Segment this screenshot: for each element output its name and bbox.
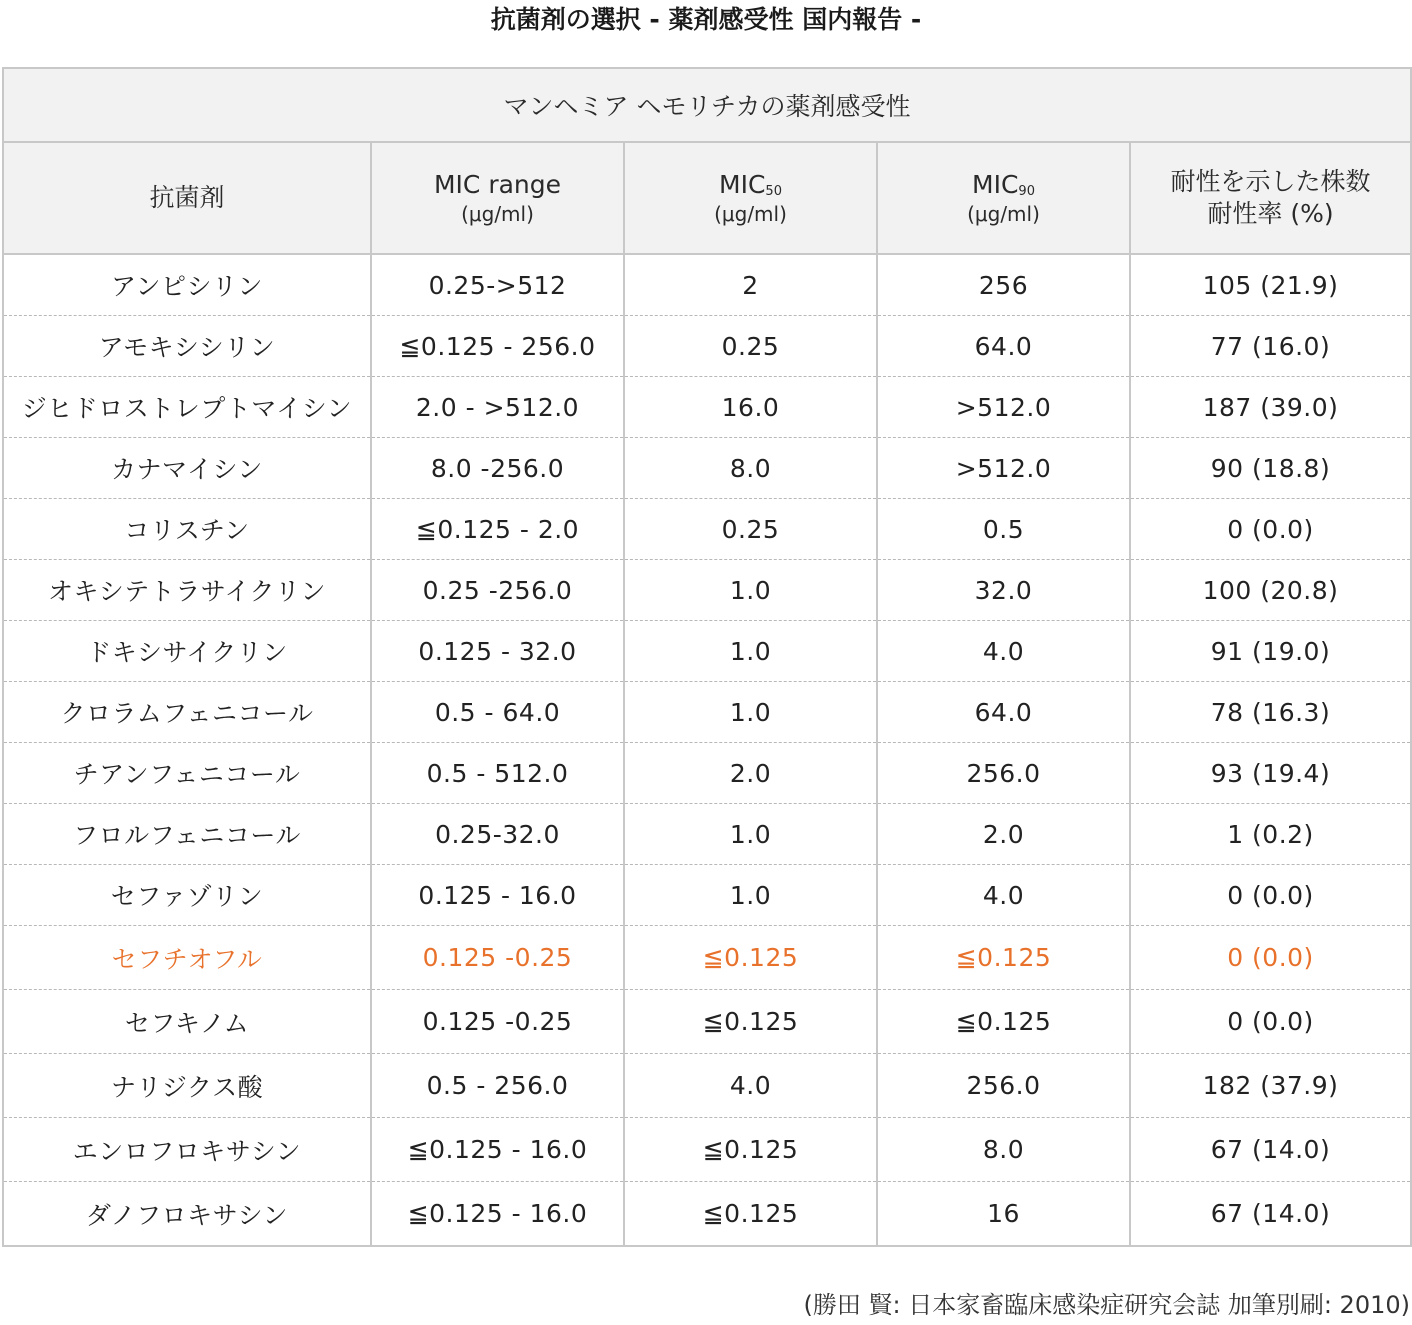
drug-cell: ジヒドロストレプトマイシン bbox=[3, 377, 371, 438]
mic90-cell: ≦0.125 bbox=[877, 990, 1130, 1054]
header-mic90-unit: (μg/ml) bbox=[967, 202, 1040, 227]
table-row bbox=[3, 499, 1411, 560]
table-caption: マンヘミア ヘモリチカの薬剤感受性 bbox=[3, 68, 1411, 142]
table-row bbox=[3, 254, 1411, 316]
header-mic50 bbox=[624, 142, 877, 254]
mic50-cell: 8.0 bbox=[624, 438, 877, 499]
mic-range-cell: 0.25->512 bbox=[371, 254, 624, 316]
resistant-cell: 187 (39.0) bbox=[1130, 377, 1411, 438]
mic50-cell: 2.0 bbox=[624, 743, 877, 804]
mic90-cell: 0.5 bbox=[877, 499, 1130, 560]
header-mic90 bbox=[877, 142, 1130, 254]
header-resistant bbox=[1130, 142, 1411, 254]
mic90-cell: >512.0 bbox=[877, 438, 1130, 499]
mic-range-cell: 0.5 - 64.0 bbox=[371, 682, 624, 743]
resistant-cell: 0 (0.0) bbox=[1130, 926, 1411, 990]
resistant-cell: 90 (18.8) bbox=[1130, 438, 1411, 499]
mic90-cell: 64.0 bbox=[877, 316, 1130, 377]
table-row bbox=[3, 621, 1411, 682]
resistant-cell: 0 (0.0) bbox=[1130, 990, 1411, 1054]
resistant-cell: 1 (0.2) bbox=[1130, 804, 1411, 865]
table-row bbox=[3, 990, 1411, 1054]
mic-range-cell: 2.0 - >512.0 bbox=[371, 377, 624, 438]
mic-range-cell: ≦0.125 - 2.0 bbox=[371, 499, 624, 560]
mic50-cell: ≦0.125 bbox=[624, 1118, 877, 1182]
header-mic90-prefix: MIC bbox=[972, 169, 1019, 199]
mic-range-cell: 0.25 -256.0 bbox=[371, 560, 624, 621]
mic90-cell: ≦0.125 bbox=[877, 926, 1130, 990]
mic50-cell: 1.0 bbox=[624, 560, 877, 621]
mic90-cell: 4.0 bbox=[877, 865, 1130, 926]
drug-cell: ドキシサイクリン bbox=[3, 621, 371, 682]
table-row bbox=[3, 1054, 1411, 1118]
table-row-highlighted bbox=[3, 926, 1411, 990]
resistant-cell: 91 (19.0) bbox=[1130, 621, 1411, 682]
drug-cell: セフキノム bbox=[3, 990, 371, 1054]
mic50-cell: 1.0 bbox=[624, 621, 877, 682]
source-citation: (勝田 賢: 日本家畜臨床感染症研究会誌 加筆別刷: 2010) bbox=[803, 1291, 1410, 1319]
resistant-cell: 0 (0.0) bbox=[1130, 865, 1411, 926]
resistant-cell: 182 (37.9) bbox=[1130, 1054, 1411, 1118]
drug-cell: チアンフェニコール bbox=[3, 743, 371, 804]
resistant-cell: 78 (16.3) bbox=[1130, 682, 1411, 743]
resistant-cell: 67 (14.0) bbox=[1130, 1182, 1411, 1247]
drug-cell: クロラムフェニコール bbox=[3, 682, 371, 743]
mic50-cell: 0.25 bbox=[624, 499, 877, 560]
table-row bbox=[3, 865, 1411, 926]
header-mic50-label bbox=[626, 169, 875, 202]
drug-cell: ナリジクス酸 bbox=[3, 1054, 371, 1118]
table-caption-row bbox=[3, 68, 1411, 142]
drug-cell: エンロフロキサシン bbox=[3, 1118, 371, 1182]
header-mic-range-label: MIC range bbox=[433, 169, 562, 199]
mic50-cell: 1.0 bbox=[624, 682, 877, 743]
drug-cell: オキシテトラサイクリン bbox=[3, 560, 371, 621]
mic-range-cell: ≦0.125 - 16.0 bbox=[371, 1182, 624, 1247]
mic-range-cell: 0.125 -0.25 bbox=[371, 926, 624, 990]
drug-cell: ダノフロキサシン bbox=[3, 1182, 371, 1247]
mic90-cell: 4.0 bbox=[877, 621, 1130, 682]
mic-range-cell: 0.5 - 256.0 bbox=[371, 1054, 624, 1118]
table-row bbox=[3, 560, 1411, 621]
drug-cell: フロルフェニコール bbox=[3, 804, 371, 865]
resistant-cell: 77 (16.0) bbox=[1130, 316, 1411, 377]
table-row bbox=[3, 743, 1411, 804]
header-mic90-label bbox=[879, 169, 1128, 202]
table-row bbox=[3, 1182, 1411, 1247]
mic-range-cell: ≦0.125 - 16.0 bbox=[371, 1118, 624, 1182]
resistant-cell: 93 (19.4) bbox=[1130, 743, 1411, 804]
mic90-cell: 8.0 bbox=[877, 1118, 1130, 1182]
drug-cell: セフチオフル bbox=[3, 926, 371, 990]
header-mic50-subscript: 50 bbox=[765, 183, 782, 199]
mic90-cell: 2.0 bbox=[877, 804, 1130, 865]
mic90-cell: 256.0 bbox=[877, 1054, 1130, 1118]
table-row bbox=[3, 377, 1411, 438]
table-header-row bbox=[3, 142, 1411, 254]
mic-range-cell: 8.0 -256.0 bbox=[371, 438, 624, 499]
header-drug-label: 抗菌剤 bbox=[149, 182, 225, 212]
mic-range-cell: 0.25-32.0 bbox=[371, 804, 624, 865]
table-row bbox=[3, 316, 1411, 377]
mic50-cell: 16.0 bbox=[624, 377, 877, 438]
header-resistant-line2: 耐性率 (%) bbox=[1207, 199, 1334, 228]
drug-cell: アモキシシリン bbox=[3, 316, 371, 377]
mic50-cell: 4.0 bbox=[624, 1054, 877, 1118]
resistant-cell: 105 (21.9) bbox=[1130, 254, 1411, 316]
mic50-cell: 1.0 bbox=[624, 865, 877, 926]
resistant-cell: 100 (20.8) bbox=[1130, 560, 1411, 621]
mic50-cell: 1.0 bbox=[624, 804, 877, 865]
header-mic50-prefix: MIC bbox=[719, 169, 766, 199]
header-mic-range bbox=[371, 142, 624, 254]
mic-range-cell: 0.5 - 512.0 bbox=[371, 743, 624, 804]
header-mic-range-unit: (μg/ml) bbox=[461, 202, 534, 227]
resistant-cell: 67 (14.0) bbox=[1130, 1118, 1411, 1182]
header-mic90-subscript: 90 bbox=[1018, 183, 1035, 199]
table-row bbox=[3, 682, 1411, 743]
mic-range-cell: ≦0.125 - 256.0 bbox=[371, 316, 624, 377]
drug-cell: アンピシリン bbox=[3, 254, 371, 316]
table-row bbox=[3, 438, 1411, 499]
header-mic50-unit: (μg/ml) bbox=[714, 202, 787, 227]
mic-range-cell: 0.125 - 16.0 bbox=[371, 865, 624, 926]
mic50-cell: 2 bbox=[624, 254, 877, 316]
header-resistant-line1: 耐性を示した株数 bbox=[1170, 166, 1371, 196]
susceptibility-table bbox=[2, 67, 1412, 1247]
mic50-cell: ≦0.125 bbox=[624, 990, 877, 1054]
mic50-cell: ≦0.125 bbox=[624, 1182, 877, 1247]
mic50-cell: 0.25 bbox=[624, 316, 877, 377]
mic90-cell: 16 bbox=[877, 1182, 1130, 1247]
resistant-cell: 0 (0.0) bbox=[1130, 499, 1411, 560]
mic90-cell: >512.0 bbox=[877, 377, 1130, 438]
mic50-cell: ≦0.125 bbox=[624, 926, 877, 990]
table-row bbox=[3, 804, 1411, 865]
page-title: 抗菌剤の選択 - 薬剤感受性 国内報告 - bbox=[490, 5, 922, 34]
drug-cell: セファゾリン bbox=[3, 865, 371, 926]
header-drug bbox=[3, 142, 371, 254]
mic90-cell: 256.0 bbox=[877, 743, 1130, 804]
table-row bbox=[3, 1118, 1411, 1182]
mic90-cell: 64.0 bbox=[877, 682, 1130, 743]
mic-range-cell: 0.125 - 32.0 bbox=[371, 621, 624, 682]
mic-range-cell: 0.125 -0.25 bbox=[371, 990, 624, 1054]
mic90-cell: 256 bbox=[877, 254, 1130, 316]
drug-cell: コリスチン bbox=[3, 499, 371, 560]
drug-cell: カナマイシン bbox=[3, 438, 371, 499]
mic90-cell: 32.0 bbox=[877, 560, 1130, 621]
